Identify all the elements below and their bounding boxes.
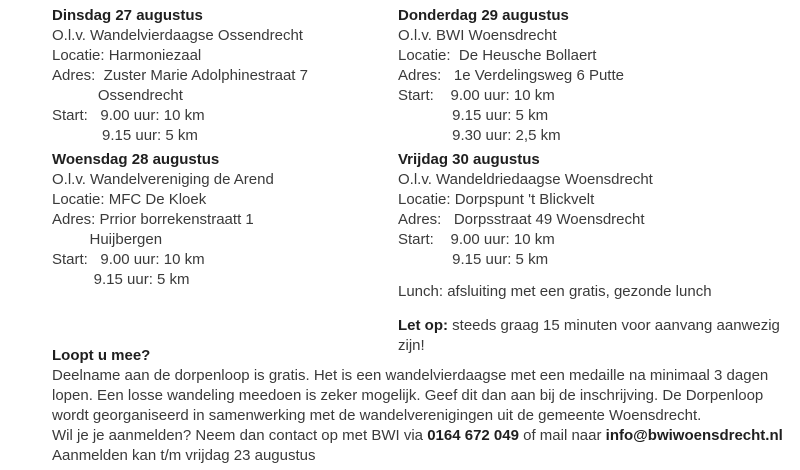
attention-label: Let op: <box>398 317 448 334</box>
signup-paragraph-line-3: wordt georganiseerd in samenwerking met de wandelverenigingen uit de gemeente Woensdrecht. <box>52 407 702 424</box>
event-address-line: Adres: Prrior borrekenstraatt 1 <box>52 211 254 228</box>
event-title: Donderdag 29 augustus <box>398 7 569 24</box>
event-start-line: Start: 9.00 uur: 10 km <box>398 231 555 248</box>
email-address: info@bwiwoensdrecht.nl <box>605 427 783 444</box>
event-start-line: Start: 9.00 uur: 10 km <box>52 251 205 268</box>
event-block-woensdag-28-augustus <box>52 150 397 290</box>
left-column <box>52 6 397 290</box>
phone-number: 0164 672 049 <box>427 427 519 444</box>
event-address-line: Adres: Zuster Marie Adolphinestraat 7 <box>52 67 308 84</box>
event-start-line-2: 9.15 uur: 5 km <box>398 251 549 268</box>
right-column <box>398 6 798 356</box>
event-location-line: Locatie: De Heusche Bollaert <box>398 47 597 64</box>
event-start-line-3: 9.30 uur: 2,5 km <box>398 127 561 144</box>
signup-deadline-line: Aanmelden kan t/m vrijdag 23 augustus <box>52 447 316 464</box>
event-organizer-line: O.l.v. Wandeldriedaagse Woensdrecht <box>398 171 653 188</box>
attention-text: steeds graag 15 minuten voor aanvang aanwezig <box>448 317 780 334</box>
event-organizer-line: O.l.v. Wandelvereniging de Arend <box>52 171 274 188</box>
event-start-line: Start: 9.00 uur: 10 km <box>52 107 205 124</box>
signup-contact-text-1: Wil je je aanmelden? Neem dan contact op met BWI via <box>52 427 428 444</box>
event-block-dinsdag-27-augustus <box>52 6 397 146</box>
event-address-line-2: Huijbergen <box>52 231 163 248</box>
signup-paragraph-line-2: lopen. Een losse wandeling meedoen is zeker mogelijk. Geef dit dan aan bij de inschrijving. De Dorpenloop <box>52 387 764 404</box>
event-title: Vrijdag 30 augustus <box>398 151 540 168</box>
event-block-vrijdag-30-augustus <box>398 150 798 270</box>
signup-contact-text-2: of mail naar <box>518 427 606 444</box>
attention-line-2: zijn! <box>398 337 425 354</box>
event-organizer-line: O.l.v. BWI Woensdrecht <box>398 27 557 44</box>
event-start-line-2: 9.15 uur: 5 km <box>52 271 190 288</box>
event-location-line: Locatie: Harmoniezaal <box>52 47 202 64</box>
event-address-line: Adres: Dorpsstraat 49 Woensdrecht <box>398 211 645 228</box>
event-location-line: Locatie: Dorpspunt 't Blickvelt <box>398 191 595 208</box>
event-title: Woensdag 28 augustus <box>52 151 220 168</box>
event-start-line-2: 9.15 uur: 5 km <box>52 127 198 144</box>
event-title: Dinsdag 27 augustus <box>52 7 203 24</box>
attention-line-1 <box>398 316 798 336</box>
signup-contact-line <box>52 426 792 446</box>
event-organizer-line: O.l.v. Wandelvierdaagse Ossendrecht <box>52 27 303 44</box>
event-address-line-2: Ossendrecht <box>52 87 183 104</box>
signup-heading: Loopt u mee? <box>52 347 151 364</box>
signup-section <box>52 346 792 466</box>
event-start-line: Start: 9.00 uur: 10 km <box>398 87 555 104</box>
lunch-note: Lunch: afsluiting met een gratis, gezonde lunch <box>398 283 712 300</box>
event-location-line: Locatie: MFC De Kloek <box>52 191 207 208</box>
event-start-line-2: 9.15 uur: 5 km <box>398 107 549 124</box>
event-address-line: Adres: 1e Verdelingsweg 6 Putte <box>398 67 624 84</box>
signup-paragraph-line-1: Deelname aan de dorpenloop is gratis. Het is een wandelvierdaagse met een medaille na minimaal 3 dagen <box>52 367 769 384</box>
event-block-donderdag-29-augustus <box>398 6 798 146</box>
